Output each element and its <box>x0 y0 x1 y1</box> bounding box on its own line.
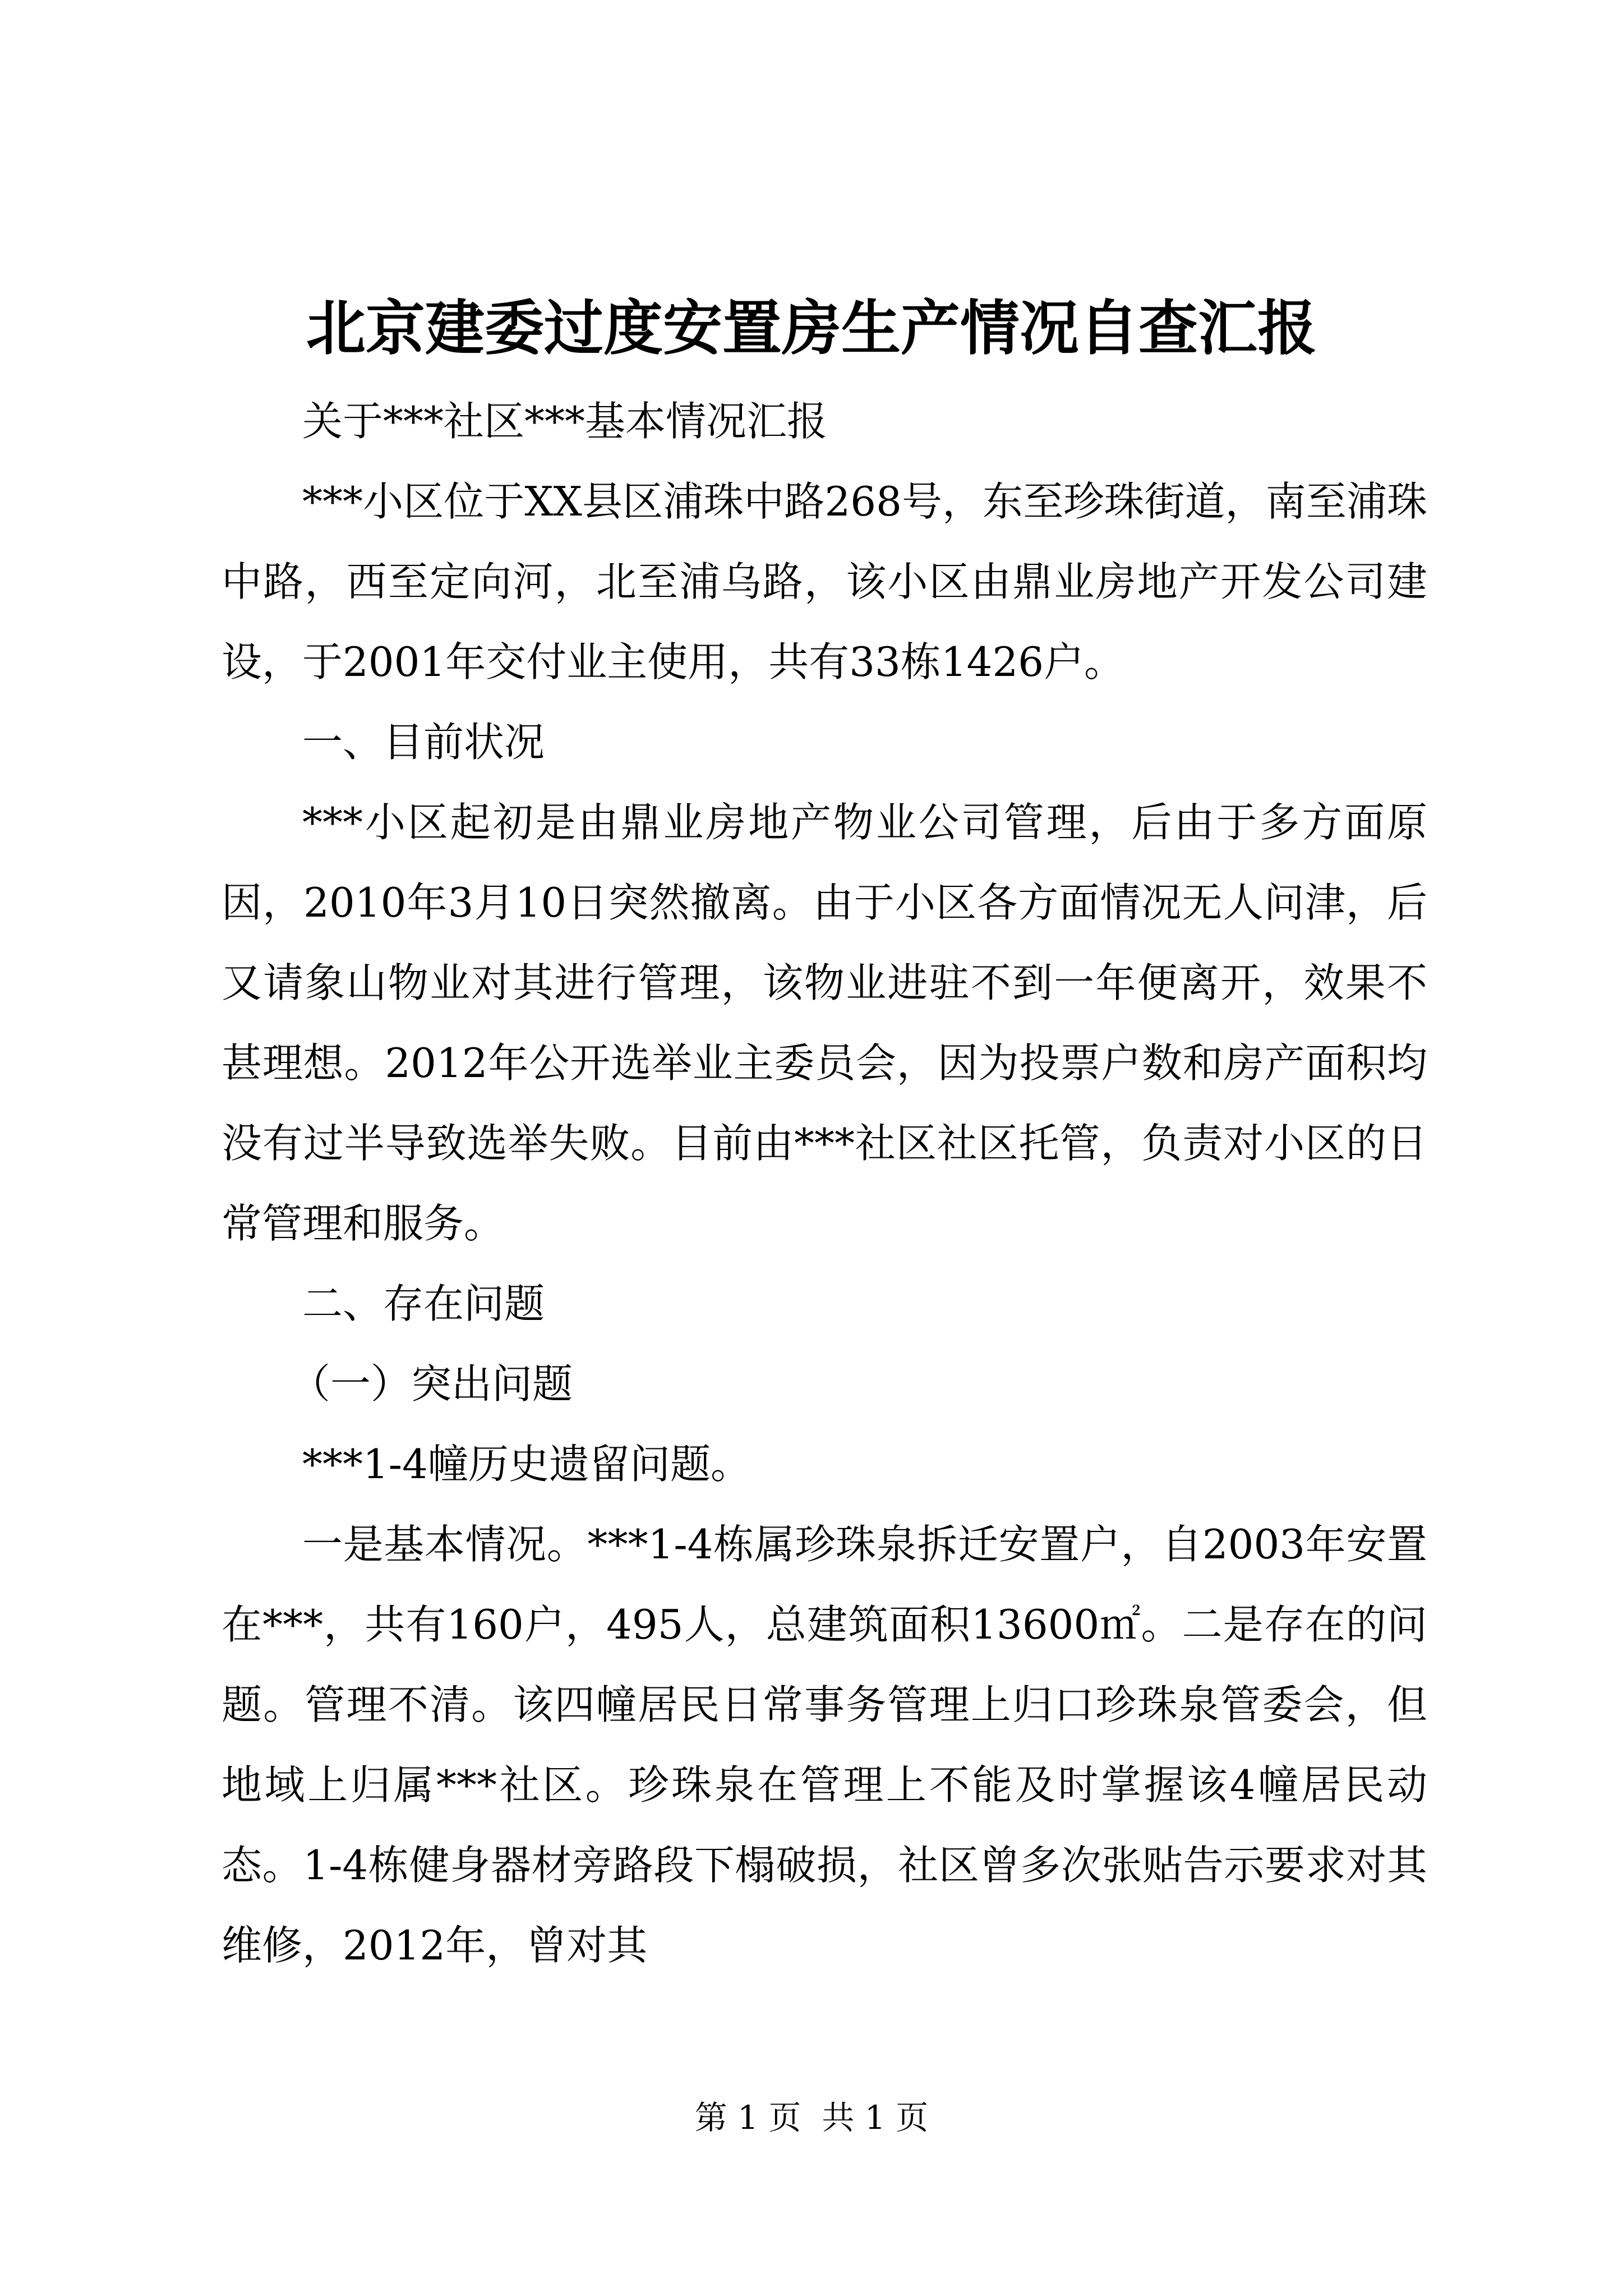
document-body <box>222 381 1427 1986</box>
paragraph-subtitle: 关于***社区***基本情况汇报 <box>302 398 828 445</box>
section-heading-current-status: 一、目前状况 <box>302 719 545 766</box>
document-title: 北京建委过度安置房生产情况自查汇报 <box>306 293 1317 363</box>
paragraph-basic-situation: 一是基本情况。***1-4栋属珍珠泉拆迁安置户，自2003年安置在***，共有160户，495人，总建筑面积13600㎡。二是存在的问题。管理不清。该四幢居民日常事务管理上归口珍珠泉管委会，但地域上归属***社区。珍珠泉在管理上不能及时掌握该4幢居民动态。1-4栋健身器材旁路段下榻破损，社区曾多次张贴告示要求对其维修，2012年，曾对其 <box>222 1521 1427 1969</box>
paragraph-current-status: ***小区起初是由鼎业房地产物业公司管理，后由于多方面原因，2010年3月10日突然撤离。由于小区各方面情况无人问津，后又请象山物业对其进行管理，该物业进驻不到一年便离开，效果不甚理想。2012年公开选举业主委员会，因为投票户数和房产面积均没有过半导致选举失败。目前由***社区社区托管，负责对小区的日常管理和服务。 <box>222 799 1427 1247</box>
paragraph-historical-issue: ***1-4幢历史遗留问题。 <box>302 1441 751 1488</box>
subsection-heading-prominent-problems: （一）突出问题 <box>290 1360 573 1407</box>
paragraph-location: ***小区位于XX县区浦珠中路268号，东至珍珠街道，南至浦珠中路，西至定向河，北至浦乌路，该小区由鼎业房地产开发公司建设，于2001年交付业主使用，共有33栋1426户。 <box>222 478 1427 685</box>
page-number: 第 1 页 共 1 页 <box>694 2099 929 2137</box>
section-heading-problems: 二、存在问题 <box>302 1280 545 1327</box>
page-footer <box>0 2095 1623 2140</box>
